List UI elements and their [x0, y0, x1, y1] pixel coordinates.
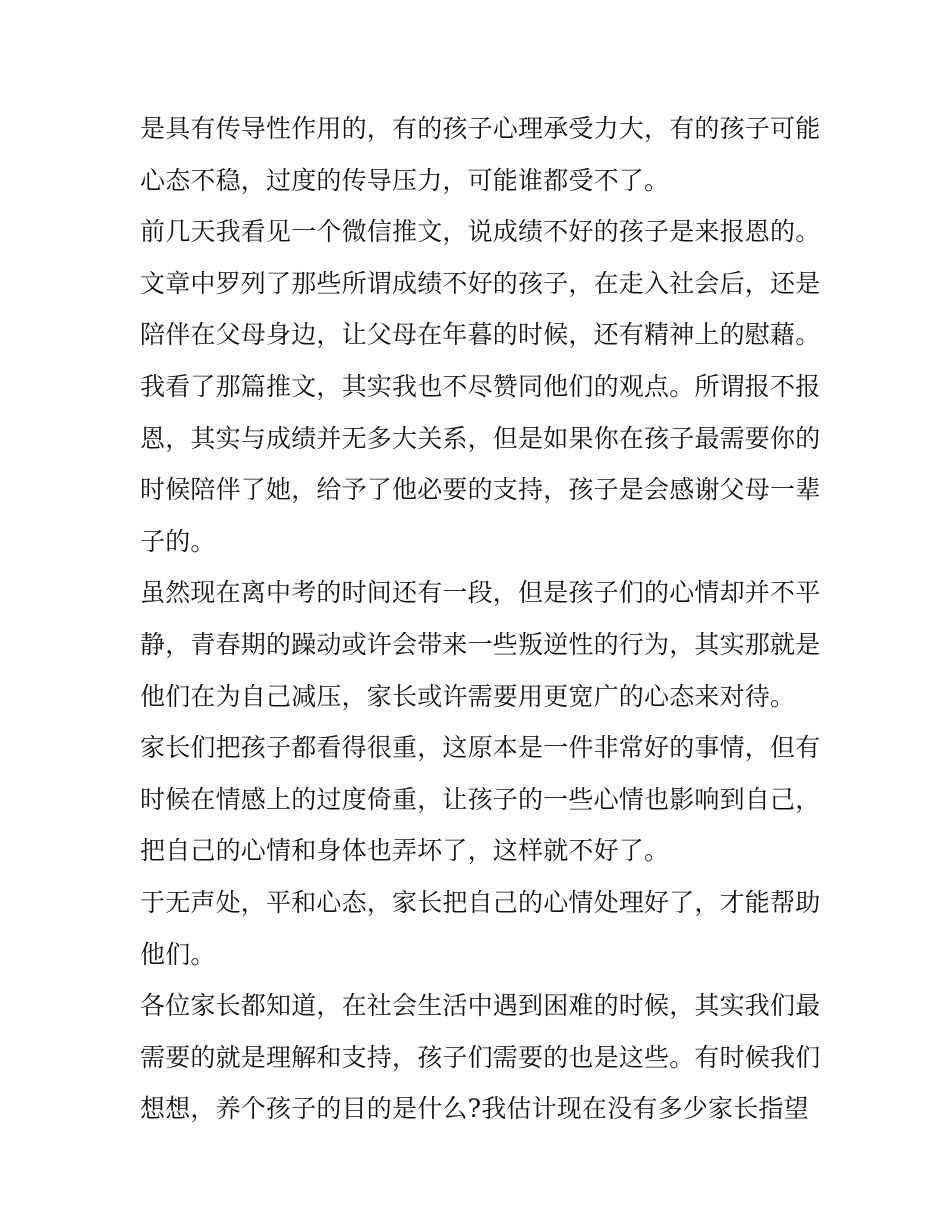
text-line: 各位家长都知道，在社会生活中遇到困难的时候，其实我们最 [140, 991, 821, 1021]
text-line: 于无声处，平和心态，家长把自己的心情处理好了，才能帮助 [140, 887, 821, 917]
text-line: 需要的就是理解和支持，孩子们需要的也是这些。有时候我们 [140, 1042, 821, 1072]
text-line: 陪伴在父母身边，让父母在年暮的时候，还有精神上的慰藉。 [140, 320, 821, 350]
text-line: 我看了那篇推文，其实我也不尽赞同他们的观点。所谓报不报 [140, 371, 821, 401]
text-line: 他们。 [140, 939, 216, 969]
text-line: 他们在为自己减压，家长或许需要用更宽广的心态来对待。 [140, 681, 796, 711]
body-text [140, 103, 820, 1135]
text-line: 子的。 [140, 526, 216, 556]
text-line: 想想，养个孩子的目的是什么?我估计现在没有多少家长指望 [140, 1094, 809, 1124]
text-line: 时候在情感上的过度倚重，让孩子的一些心情也影响到自己， [140, 784, 821, 814]
text-line: 静，青春期的躁动或许会带来一些叛逆性的行为，其实那就是 [140, 629, 821, 659]
text-line: 心态不稳，过度的传导压力，可能谁都受不了。 [140, 165, 670, 195]
text-line: 虽然现在离中考的时间还有一段，但是孩子们的心情却并不平 [140, 578, 821, 608]
text-line: 家长们把孩子都看得很重，这原本是一件非常好的事情，但有 [140, 733, 821, 763]
text-line: 前几天我看见一个微信推文，说成绩不好的孩子是来报恩的。 [140, 217, 821, 247]
text-line: 时候陪伴了她，给予了他必要的支持，孩子是会感谢父母一辈 [140, 475, 821, 505]
text-line: 是具有传导性作用的，有的孩子心理承受力大，有的孩子可能 [140, 114, 821, 143]
text-line: 恩，其实与成绩并无多大关系，但是如果你在孩子最需要你的 [140, 423, 821, 453]
text-line: 把自己的心情和身体也弄坏了，这样就不好了。 [140, 836, 670, 866]
text-line: 文章中罗列了那些所谓成绩不好的孩子，在走入社会后，还是 [140, 268, 821, 298]
